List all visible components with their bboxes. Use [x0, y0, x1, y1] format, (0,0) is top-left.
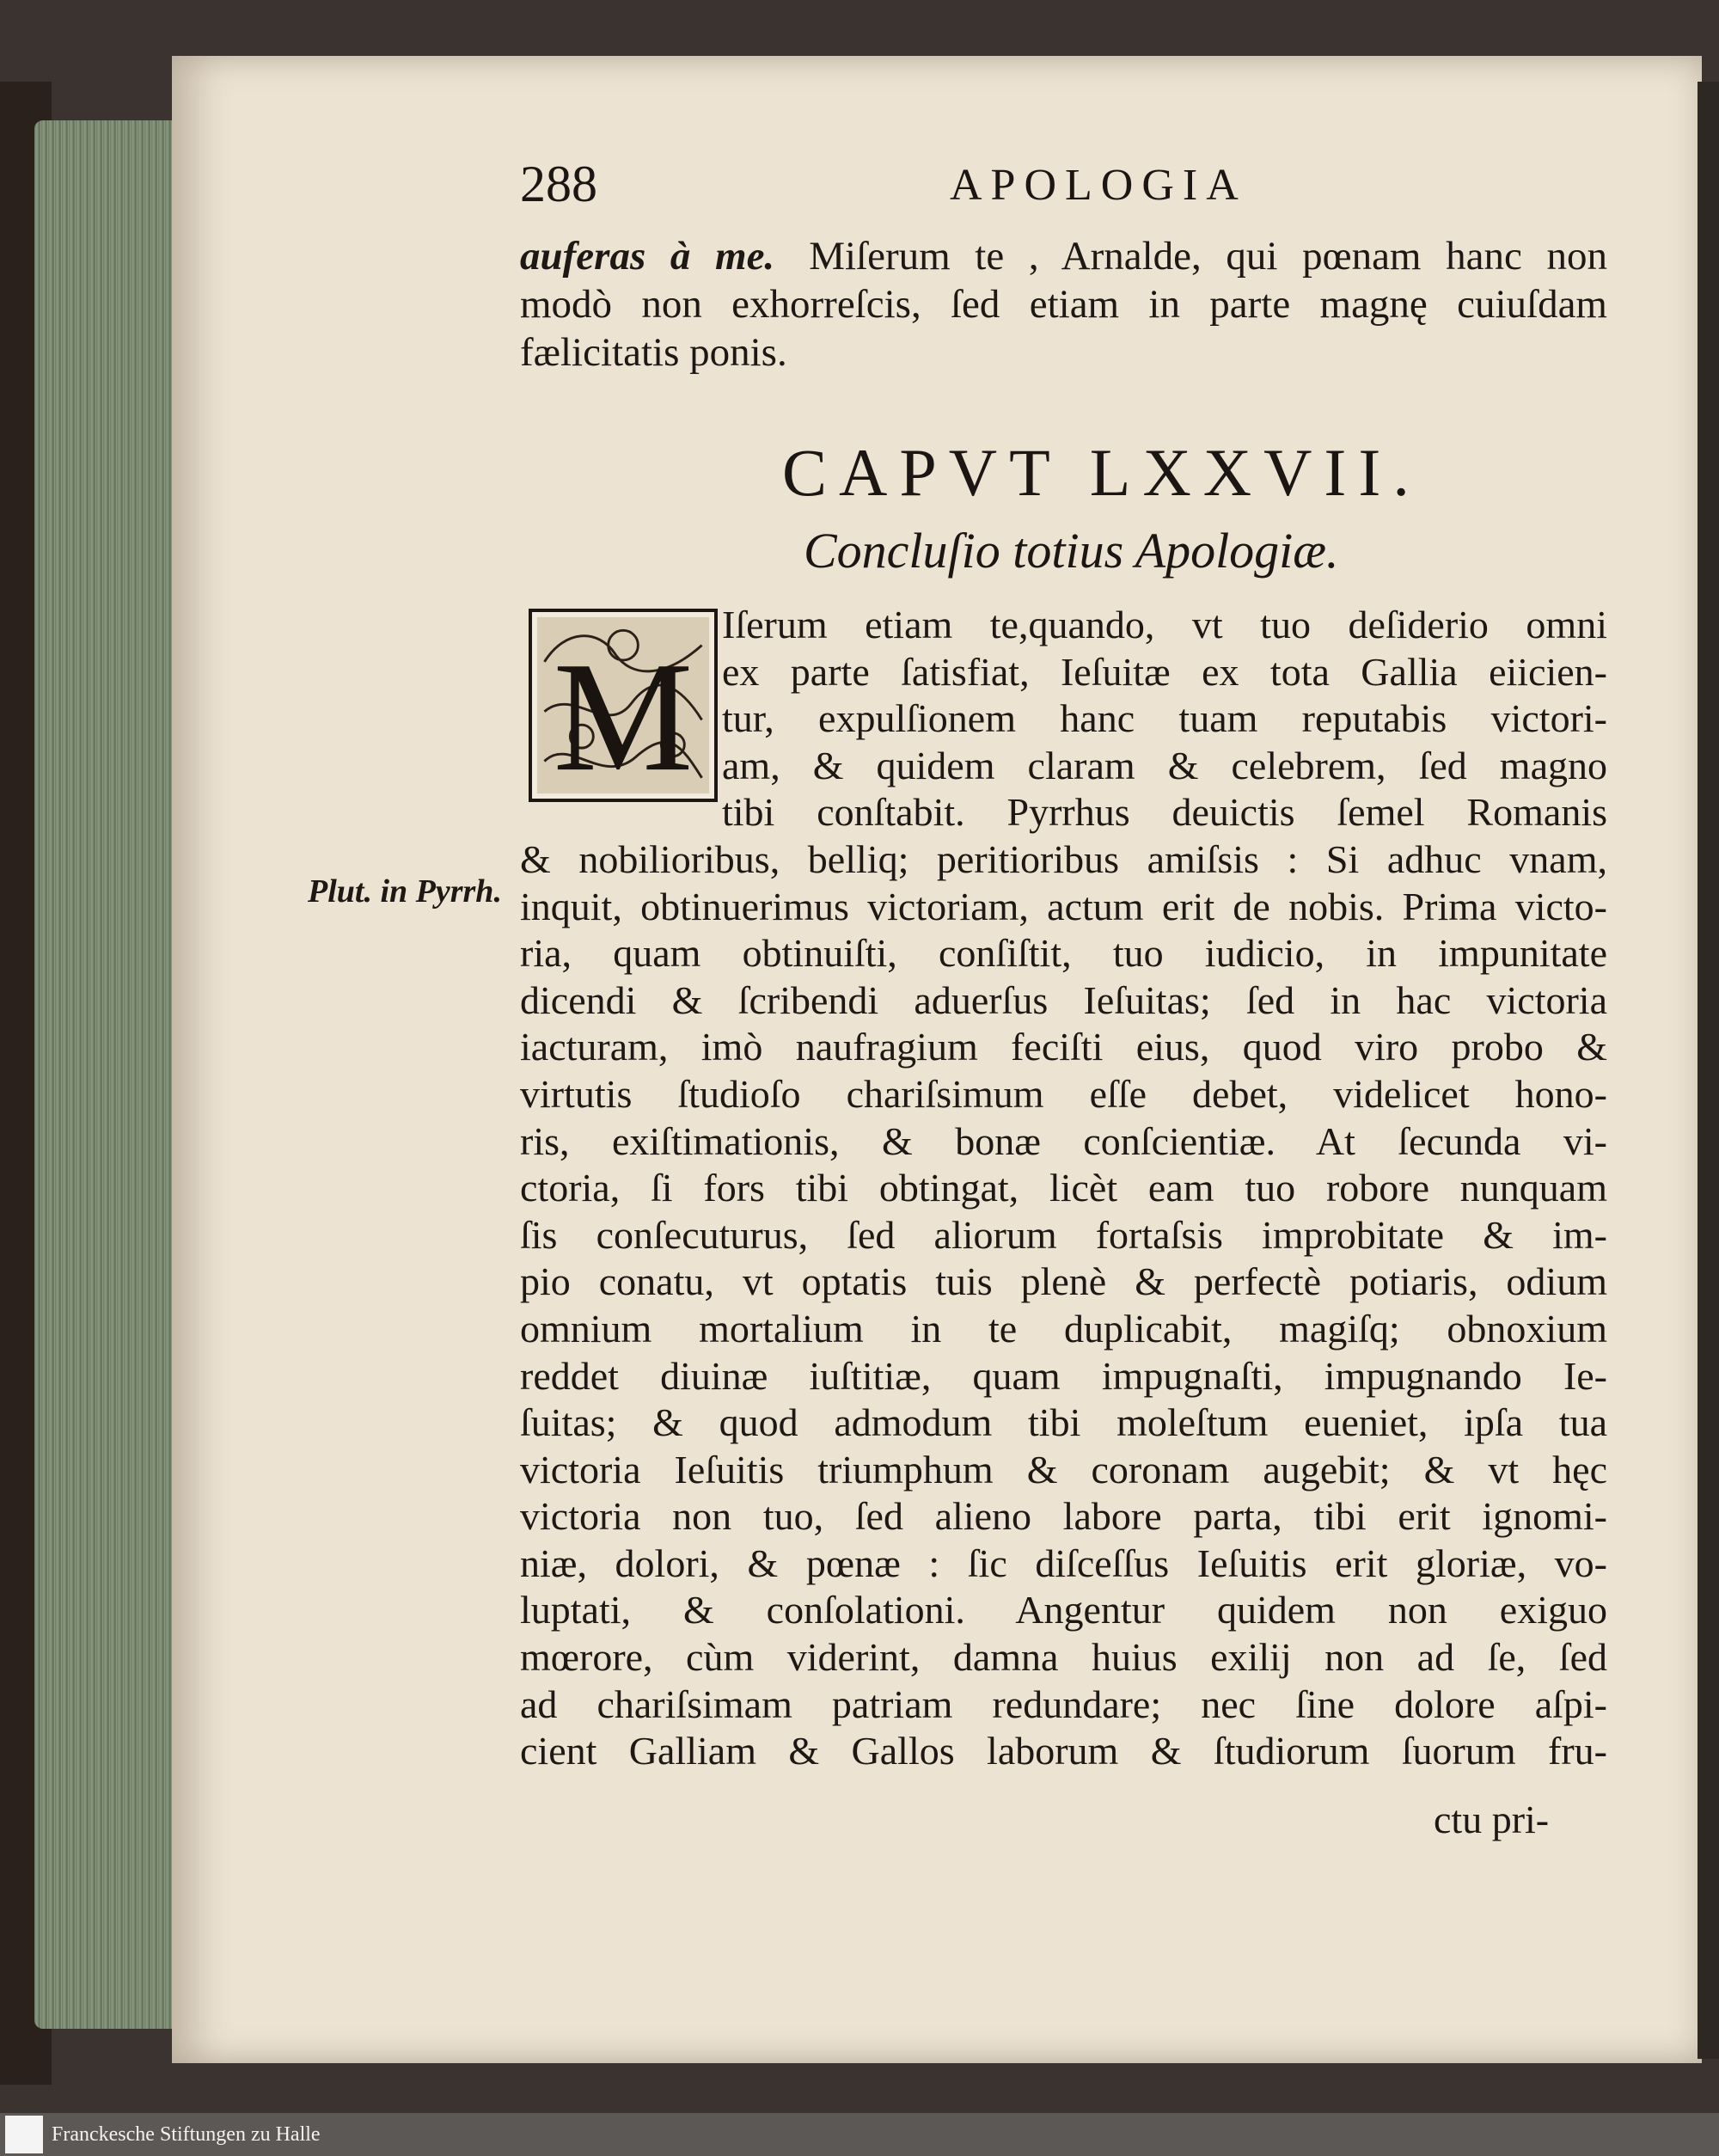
page-edges — [34, 120, 172, 2029]
text-line: inquit, obtinuerimus victoriam, actum erit de nobis. Prima victo- — [520, 884, 1607, 928]
text-line: & nobilioribus, belliq; peritioribus amiſsis : Si adhuc vnam, — [520, 836, 1607, 881]
text-line: victoria Ieſuitis triumphum & coronam augebit; & vt hęc — [520, 1447, 1607, 1491]
footer-bar — [0, 2113, 1719, 2156]
chapter-title: CAPVT LXXVII. — [782, 435, 1422, 510]
text-line: tibi conſtabit. Pyrrhus deuictis ſemel Romanis — [722, 790, 1607, 835]
body-paragraph — [520, 602, 1607, 1775]
text-line: ria, quam obtinuiſti, conſiſtit, tuo iudicio, in impunitate — [520, 931, 1607, 976]
text-line: ſuitas; & quod admodum tibi moleſtum eueniet, ipſa tua — [520, 1400, 1607, 1445]
marginal-note: Plut. in Pyrrh. — [308, 873, 502, 910]
text-line: victoria non tuo, ſed alieno labore parta, tibi erit ignomi- — [520, 1494, 1607, 1539]
text-line: pio conatu, vt optatis tuis plenè & perfectè potiaris, odium — [520, 1259, 1607, 1304]
italic-quotation: auferas à me. — [520, 234, 775, 279]
catchword: ctu pri- — [1434, 1798, 1550, 1841]
book-right-edge — [1698, 82, 1719, 2059]
text-line: dicendi & ſcribendi aduerſus Ieſuitas; ſed in hac victoria — [520, 977, 1607, 1022]
line-text: Miſerum te , Arnalde, qui pœnam hanc non — [809, 234, 1607, 279]
initial-letter: M — [553, 629, 694, 799]
institution-logo — [5, 2116, 43, 2153]
text-line: niæ, dolori, & pœnæ : ſic diſceſſus Ieſuitis erit gloriæ, vo- — [520, 1540, 1607, 1585]
text-line: omnium mortalium in te duplicabit, magiſq; obnoxium — [520, 1306, 1607, 1351]
text-line: reddet diuinæ iuſtitiæ, quam impugnaſti, impugnando Ie- — [520, 1353, 1607, 1398]
text-line: iacturam, imò naufragium feciſti eius, quod viro probo & — [520, 1025, 1607, 1069]
text-line: ex parte ſatisfiat, Ieſuitæ ex tota Gallia eiicien- — [722, 649, 1607, 694]
text-line: am, & quidem claram & celebrem, ſed magno — [722, 743, 1607, 787]
running-title: APOLOGIA — [950, 161, 1247, 210]
text-line — [520, 232, 1607, 280]
text-line: cient Galliam & Gallos laborum & ſtudiorum ſuorum fru- — [520, 1729, 1607, 1773]
text-line: ſis conſecuturus, ſed aliorum fortaſsis improbitate & im- — [520, 1212, 1607, 1257]
text-line: ris, exiſtimationis, & bonæ conſcientiæ. At ſecunda vi- — [520, 1118, 1607, 1163]
opening-paragraph — [520, 232, 1607, 377]
text-line: ad chariſsimam patriam redundare; nec ſine dolore aſpi- — [520, 1681, 1607, 1726]
text-line: Iſerum etiam te,quando, vt tuo deſiderio omni — [722, 603, 1607, 646]
chapter-subtitle: Concluſio totius Apologiæ. — [804, 523, 1339, 579]
text-line: tur, expulſionem hanc tuam reputabis victori- — [722, 696, 1607, 741]
institution-name: Franckesche Stiftungen zu Halle — [52, 2123, 321, 2146]
page-header — [520, 155, 1594, 224]
text-line: ctoria, ſi fors tibi obtingat, licèt eam tuo robore nunquam — [520, 1166, 1607, 1210]
text-line: luptati, & conſolationi. Angentur quidem non exiguo — [520, 1588, 1607, 1632]
text-line: mœrore, cùm viderint, damna huius exilij non ad ſe, ſed — [520, 1635, 1607, 1680]
text-line: virtutis ſtudioſo chariſsimum eſſe debet, videlicet hono- — [520, 1071, 1607, 1116]
text-line: fælicitatis ponis. — [520, 330, 787, 375]
text-line: modò non exhorreſcis, ſed etiam in parte magnę cuiuſdam — [520, 282, 1607, 327]
page-number: 288 — [520, 156, 597, 212]
